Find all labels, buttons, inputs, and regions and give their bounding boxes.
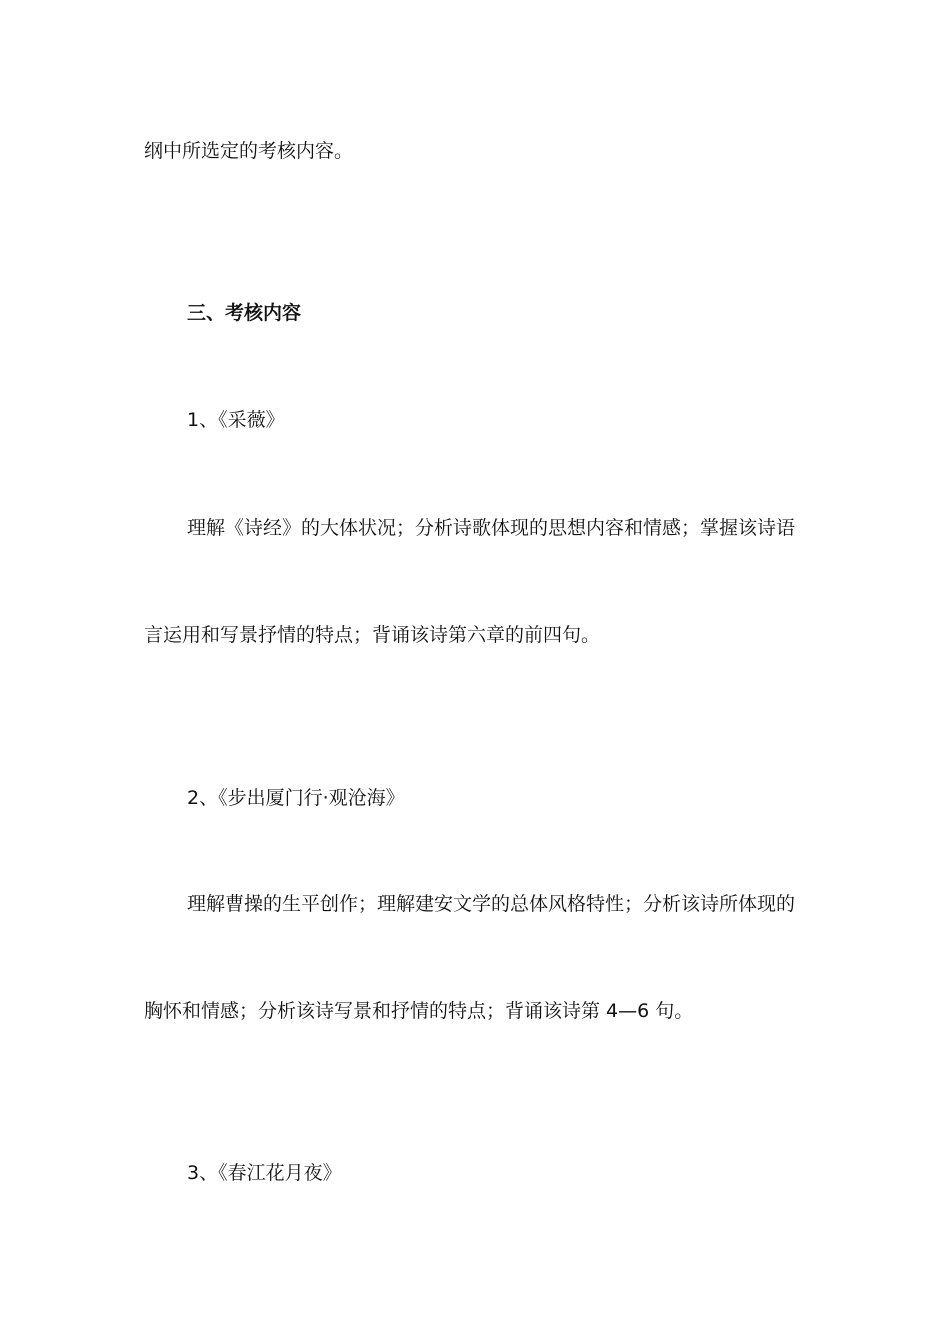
item-body-1-line-1: 理解《诗经》的大体状况；分析诗歌体现的思想内容和情感；掌握该诗语 bbox=[187, 517, 796, 539]
item-body-2-line-1: 理解曹操的生平创作；理解建安文学的总体风格特性；分析该诗所体现的 bbox=[187, 893, 796, 915]
item-body-2-line-2: 胸怀和情感；分析该诗写景和抒情的特点；背诵该诗第 4—6 句。 bbox=[144, 1000, 694, 1022]
item-title-3: 3、《春江花月夜》 bbox=[187, 1162, 342, 1184]
paragraph-continuation: 纲中所选定的考核内容。 bbox=[144, 140, 354, 162]
item-title-2: 2、《步出厦门行·观沧海》 bbox=[187, 787, 405, 809]
section-heading: 三、考核内容 bbox=[187, 302, 302, 324]
item-title-1: 1、《采薇》 bbox=[187, 409, 285, 431]
item-body-1-line-2: 言运用和写景抒情的特点；背诵该诗第六章的前四句。 bbox=[144, 624, 601, 646]
